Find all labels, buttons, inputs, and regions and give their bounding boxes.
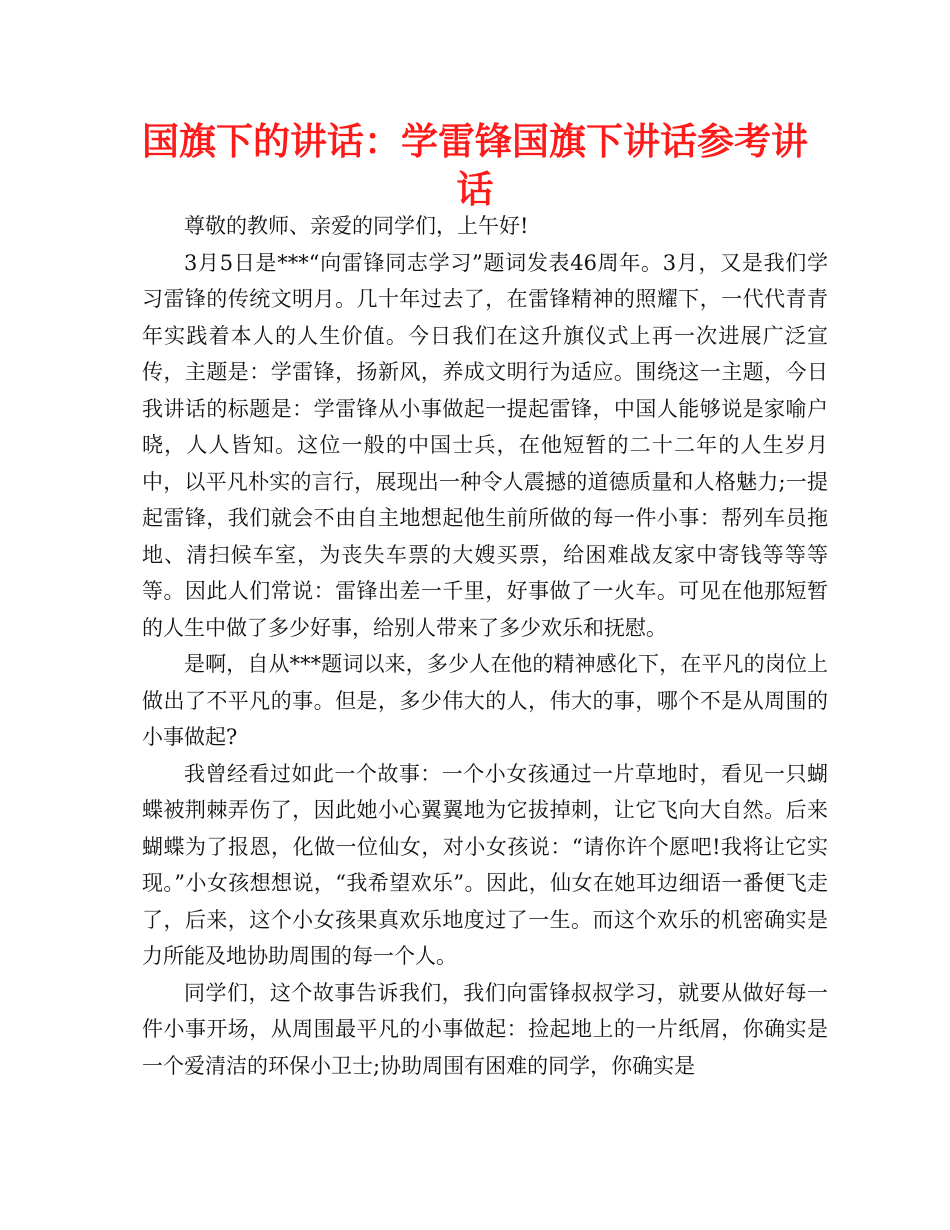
document-title: 国旗下的讲话：学雷锋国旗下讲话参考讲话 [142,120,808,211]
paragraph: 是啊，自从***题词以来，多少人在他的精神感化下，在平凡的岗位上做出了不平凡的事。但是，多少伟大的人，伟大的事，哪个不是从周围的小事做起? [142,652,828,749]
paragraph-greeting: 尊敬的教师、亲爱的同学们，上午好! [184,214,529,238]
paragraph: 同学们，这个故事告诉我们，我们向雷锋叔叔学习，就要从做好每一件小事开场，从周围最平凡的小事做起：捡起地上的一片纸屑，你确实是一个爱清洁的环保小卫士;协助周围有困难的同学，你确实是 [142,980,828,1078]
document-body [142,208,828,1084]
paragraph: 我曾经看过如此一个故事：一个小女孩通过一片草地时，看见一只蝴蝶被荆棘弄伤了，因此她小心翼翼地为它拔掉刺，让它飞向大自然。后来蝴蝶为了报恩，化做一位仙女，对小女孩说：“请你许个愿吧!我将让它实现。”小女孩想想说，“我希望欢乐”。因此，仙女在她耳边细语一番便飞走了，后来，这个小女孩果真欢乐地度过了一生。而这个欢乐的机密确实是力所能及地协助周围的每一个人。 [142,761,828,968]
paragraph: 3月5日是***“向雷锋同志学习”题词发表46周年。3月，又是我们学习雷锋的传统文明月。几十年过去了，在雷锋精神的照耀下，一代代青青年实践着本人的人生价值。今日我们在这升旗仪式上再一次进展广泛宣传，主题是：学雷锋，扬新风，养成文明行为适应。围绕这一主题，今日我讲话的标题是：学雷锋从小事做起一提起雷锋，中国人能够说是家喻户晓，人人皆知。这位一般的中国士兵，在他短暂的二十二年的人生岁月中，以平凡朴实的言行，展现出一种令人震撼的道德质量和人格魅力;一提起雷锋，我们就会不由自主地想起他生前所做的每一件小事：帮列车员拖地、清扫候车室，为丧失车票的大嫂买票，给困难战友家中寄钱等等等等。因此人们常说：雷锋出差一千里，好事做了一火车。可见在他那短暂的人生中做了多少好事，给别人带来了多少欢乐和抚慰。 [142,250,828,640]
